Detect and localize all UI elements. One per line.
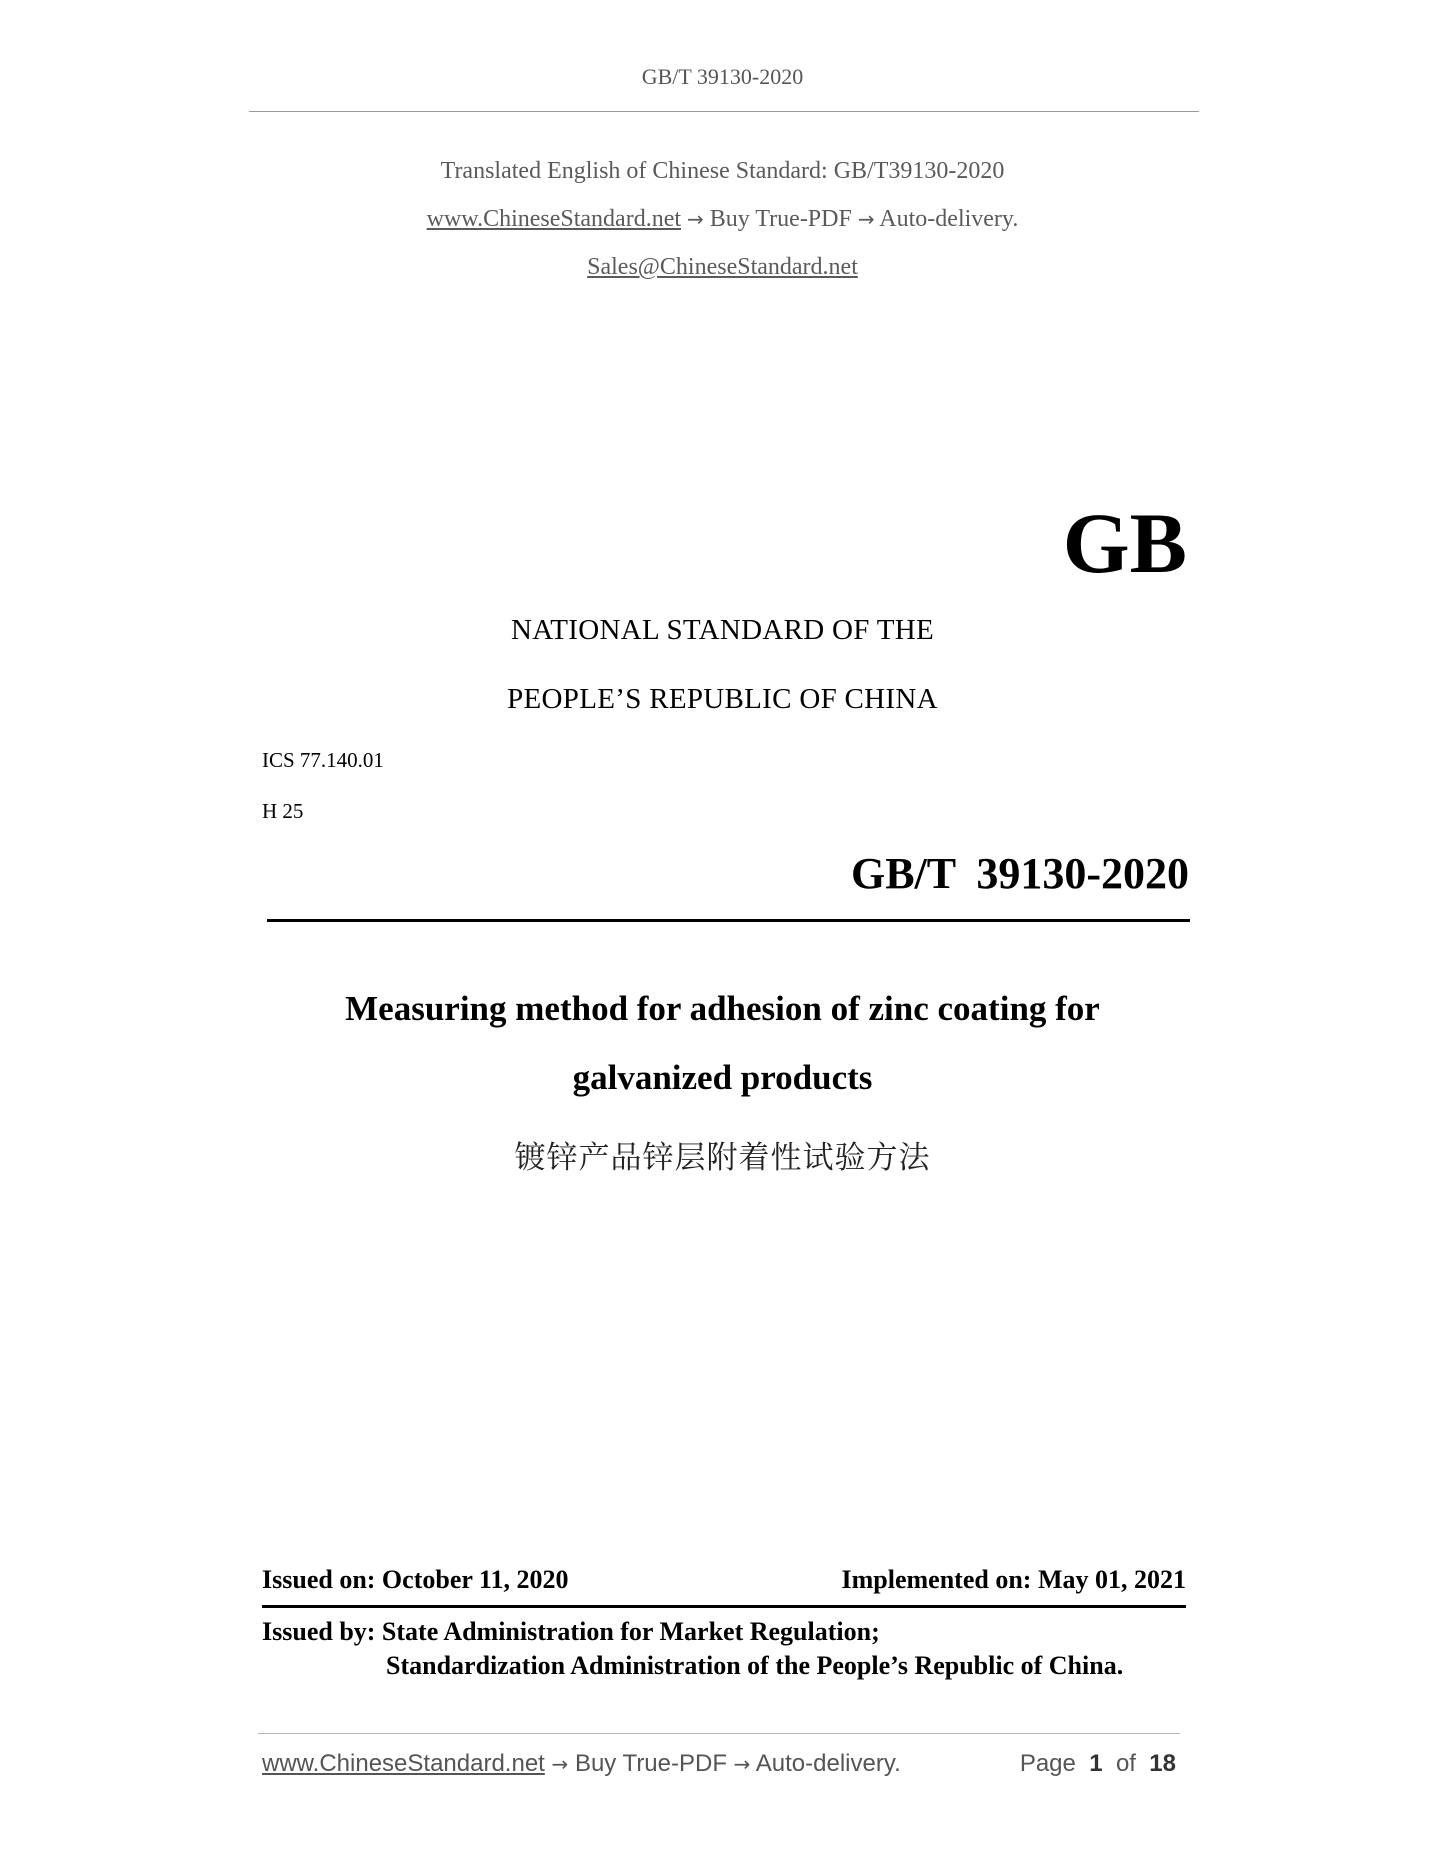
footer-divider [258, 1733, 1180, 1734]
title-en-line-2: galvanized products [572, 1058, 873, 1097]
header-divider [249, 111, 1199, 112]
issued-by-line-2: Standardization Administration of the People’s Republic of China. [386, 1651, 1124, 1680]
page-current: 1 [1089, 1750, 1103, 1777]
arrow-right-icon: → [687, 207, 704, 231]
buy-text: Buy True-PDF [709, 206, 852, 232]
issued-by-line-1: Issued by: State Administration for Market Regulation; [262, 1617, 880, 1646]
dates-divider [262, 1605, 1186, 1608]
title-cn: 镀锌产品锌层附着性试验方法 [514, 1140, 931, 1176]
translation-notice: Translated English of Chinese Standard: GB/T39130-2020 [440, 158, 1005, 184]
national-standard-line-1: NATIONAL STANDARD OF THE [511, 614, 934, 646]
footer-site-link[interactable]: www.ChineseStandard.net [262, 1750, 545, 1777]
email-line [0, 254, 1445, 281]
page-of: of [1115, 1750, 1136, 1777]
national-standard-line-2: PEOPLE’S REPUBLIC OF CHINA [507, 683, 938, 715]
arrow-right-icon: → [733, 1752, 751, 1776]
page-label: Page [1019, 1750, 1076, 1777]
footer-delivery-text: Auto-delivery. [755, 1750, 901, 1777]
ccs-code: H 25 [262, 799, 304, 823]
running-header: GB/T 39130-2020 [641, 64, 804, 89]
sales-email-link[interactable]: Sales@ChineseStandard.net [587, 254, 858, 280]
arrow-right-icon: → [857, 207, 875, 231]
title-divider [267, 919, 1190, 922]
footer-buy-text: Buy True-PDF [574, 1750, 727, 1777]
gb-mark: GB [1062, 495, 1187, 591]
title-en-line-1: Measuring method for adhesion of zinc coating for [345, 989, 1100, 1028]
issued-on: Issued on: October 11, 2020 [262, 1565, 569, 1594]
purchase-line [0, 206, 1445, 233]
standard-number: GB/T 39130-2020 [850, 849, 1189, 898]
delivery-text: Auto-delivery. [879, 206, 1019, 232]
footer-purchase-line [262, 1750, 901, 1778]
page-total: 18 [1149, 1750, 1176, 1777]
arrow-right-icon: → [551, 1752, 569, 1776]
site-link[interactable]: www.ChineseStandard.net [426, 206, 682, 232]
ics-code: ICS 77.140.01 [262, 748, 384, 772]
implemented-on: Implemented on: May 01, 2021 [841, 1565, 1186, 1594]
page-indicator [1020, 1750, 1176, 1778]
